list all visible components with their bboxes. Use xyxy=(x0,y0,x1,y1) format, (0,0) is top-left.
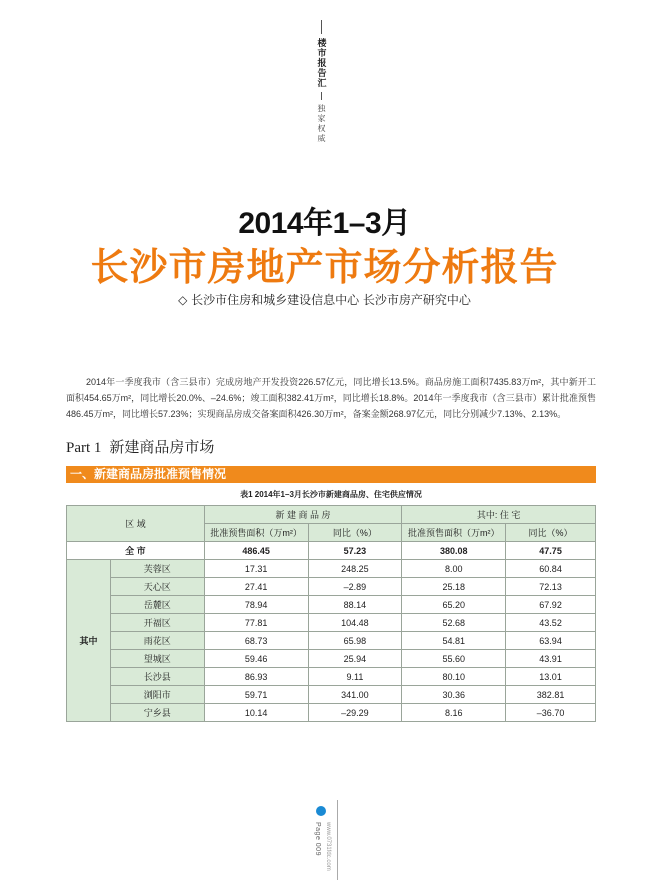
cell-residential-area: 25.18 xyxy=(402,578,506,596)
cell-residential-yoy: 63.94 xyxy=(506,632,596,650)
table-row xyxy=(67,614,596,632)
cell-commercial-yoy: –2.89 xyxy=(308,578,402,596)
section-heading: 一、新建商品房批准预售情况 xyxy=(66,466,596,483)
district-name: 芙蓉区 xyxy=(110,560,204,578)
cell-commercial-area: 17.31 xyxy=(204,560,308,578)
footer-rule xyxy=(337,800,338,880)
footer-url: www.0731fdc.com xyxy=(325,822,331,871)
district-name: 长沙县 xyxy=(110,668,204,686)
part-number: Part 1 xyxy=(66,440,102,456)
cell-residential-area: 52.68 xyxy=(402,614,506,632)
cell-residential-area: 380.08 xyxy=(402,542,506,560)
page-number: Page 009 xyxy=(314,822,321,856)
cell-residential-yoy: 13.01 xyxy=(506,668,596,686)
cell-commercial-area: 78.94 xyxy=(204,596,308,614)
cell-commercial-yoy: 65.98 xyxy=(308,632,402,650)
badge-rule-top xyxy=(321,20,322,34)
district-name: 浏阳市 xyxy=(110,686,204,704)
cell-residential-yoy: 47.75 xyxy=(506,542,596,560)
cell-commercial-area: 59.46 xyxy=(204,650,308,668)
cell-commercial-yoy: 88.14 xyxy=(308,596,402,614)
badge-rule-mid xyxy=(321,92,322,100)
cell-commercial-area: 486.45 xyxy=(204,542,308,560)
cell-commercial-yoy: 248.25 xyxy=(308,560,402,578)
cell-commercial-area: 77.81 xyxy=(204,614,308,632)
cell-commercial-area: 10.14 xyxy=(204,704,308,722)
cell-residential-area: 80.10 xyxy=(402,668,506,686)
district-name: 雨花区 xyxy=(110,632,204,650)
group-label: 其中 xyxy=(67,560,111,722)
page-footer xyxy=(308,800,338,882)
district-name: 天心区 xyxy=(110,578,204,596)
table-row xyxy=(67,704,596,722)
report-main-title: 长沙市房地产市场分析报告 xyxy=(90,247,559,289)
cell-residential-area: 54.81 xyxy=(402,632,506,650)
table-row xyxy=(67,650,596,668)
cell-commercial-area: 27.41 xyxy=(204,578,308,596)
header-commercial-yoy: 同比（%） xyxy=(308,524,402,542)
cell-residential-yoy: 43.52 xyxy=(506,614,596,632)
badge-sub: 独家权威 xyxy=(317,104,326,144)
header-residential-yoy: 同比（%） xyxy=(506,524,596,542)
table-row xyxy=(67,686,596,704)
table-caption: 表1 2014年1–3月长沙市新建商品房、住宅供应情况 xyxy=(240,490,422,499)
table-row xyxy=(67,668,596,686)
cell-residential-area: 65.20 xyxy=(402,596,506,614)
column-badge xyxy=(310,20,332,148)
supply-table xyxy=(66,505,596,722)
district-name: 开福区 xyxy=(110,614,204,632)
cell-commercial-yoy: 341.00 xyxy=(308,686,402,704)
cell-commercial-area: 59.71 xyxy=(204,686,308,704)
table-row-whole-city xyxy=(67,542,596,560)
cell-commercial-yoy: 9.11 xyxy=(308,668,402,686)
cell-commercial-area: 68.73 xyxy=(204,632,308,650)
cell-residential-yoy: 43.91 xyxy=(506,650,596,668)
cell-residential-area: 55.60 xyxy=(402,650,506,668)
cell-residential-area: 8.00 xyxy=(402,560,506,578)
cell-commercial-yoy: 57.23 xyxy=(308,542,402,560)
table-row xyxy=(67,632,596,650)
cell-residential-yoy: 72.13 xyxy=(506,578,596,596)
cell-commercial-yoy: 25.94 xyxy=(308,650,402,668)
district-name: 岳麓区 xyxy=(110,596,204,614)
table-row xyxy=(67,578,596,596)
header-commercial-area: 批准预售面积（万m²） xyxy=(204,524,308,542)
cell-commercial-area: 86.93 xyxy=(204,668,308,686)
header-residential: 其中: 住 宅 xyxy=(402,506,596,524)
header-commercial: 新 建 商 品 房 xyxy=(204,506,402,524)
header-region: 区 域 xyxy=(67,506,205,542)
cell-residential-yoy: –36.70 xyxy=(506,704,596,722)
intro-paragraph: 2014年一季度我市（含三县市）完成房地产开发投资226.57亿元，同比增长13.5%。商品房施工面积7435.83万m²，其中新开工面积454.65万m²，同比增长20.0%、–24.6%；竣工面积382.41万m²，同比增长18.8%。2014年一季度我市（含三县市）累计批准预售486.45万m²，同比增长57.23%；实现商品房成交备案面积426.30万m²，备案金额268.97亿元，同比分别减少7.13%、2.13%。 xyxy=(66,377,596,419)
cell-residential-yoy: 382.81 xyxy=(506,686,596,704)
district-name: 宁乡县 xyxy=(110,704,204,722)
table-row xyxy=(67,596,596,614)
part-heading xyxy=(66,436,214,457)
part-title: 新建商品房市场 xyxy=(109,440,215,456)
cell-commercial-yoy: –29.29 xyxy=(308,704,402,722)
cell-residential-area: 8.16 xyxy=(402,704,506,722)
row-label: 全 市 xyxy=(67,542,205,560)
report-byline: ◇ 长沙市住房和城乡建设信息中心 长沙市房产研究中心 xyxy=(178,293,471,307)
cell-residential-yoy: 60.84 xyxy=(506,560,596,578)
district-name: 望城区 xyxy=(110,650,204,668)
table-row xyxy=(67,560,596,578)
cell-residential-yoy: 67.92 xyxy=(506,596,596,614)
cell-residential-area: 30.36 xyxy=(402,686,506,704)
cell-commercial-yoy: 104.48 xyxy=(308,614,402,632)
badge-label: 楼市报告汇 xyxy=(316,38,327,88)
footer-logo-icon xyxy=(316,806,326,816)
report-date-title: 2014年1–3月 xyxy=(238,207,411,240)
header-residential-area: 批准预售面积（万m²） xyxy=(402,524,506,542)
